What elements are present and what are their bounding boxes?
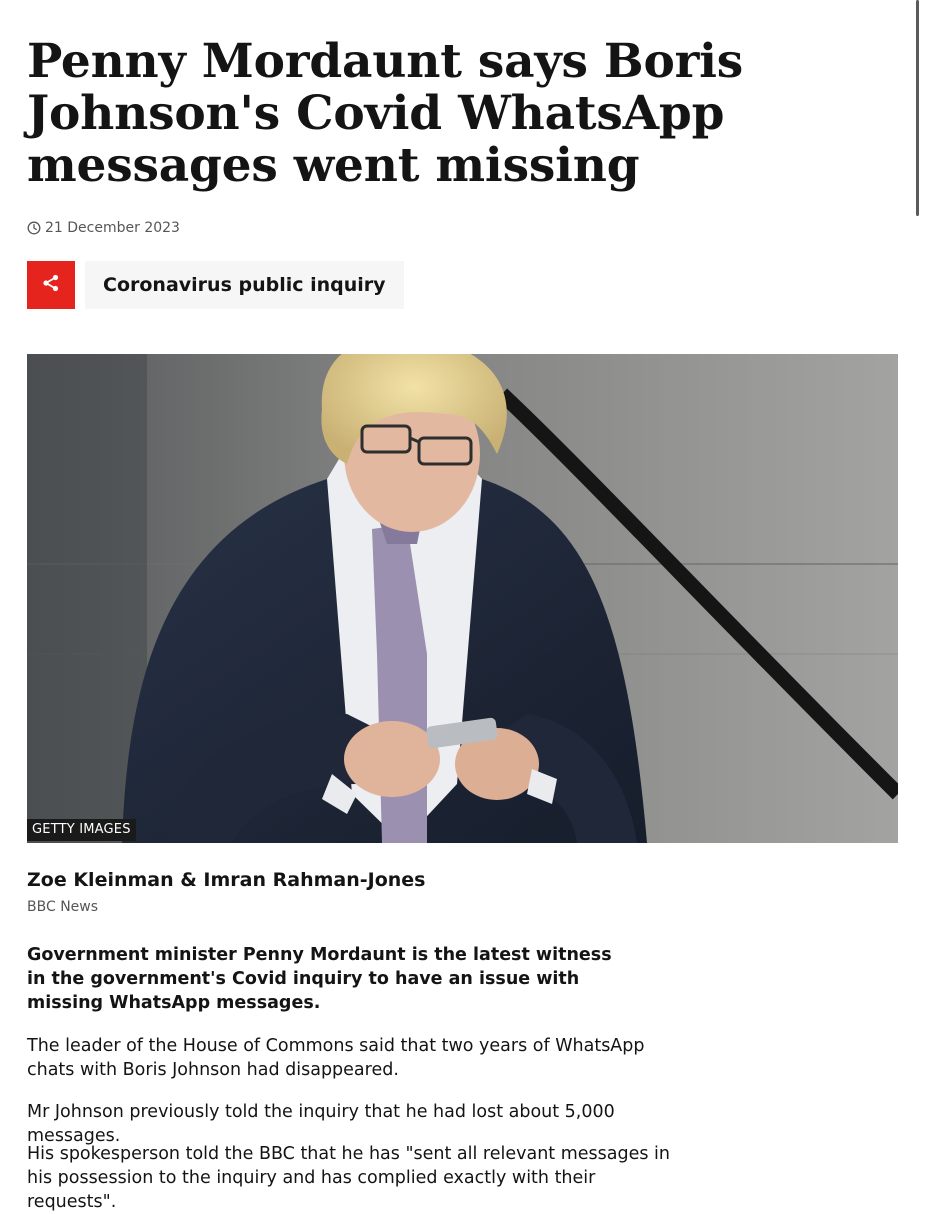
article-paragraph: The leader of the House of Commons said that two years of WhatsApp chats with Boris Johnson had disappeared. — [27, 1036, 645, 1080]
article-date — [27, 220, 180, 236]
topic-tag-link[interactable]: Coronavirus public inquiry — [85, 261, 404, 309]
byline-authors: Zoe Kleinman & Imran Rahman-Jones — [27, 869, 426, 891]
scrollbar-thumb[interactable] — [916, 0, 919, 216]
date-text: 21 December 2023 — [45, 220, 180, 236]
image-credit: GETTY IMAGES — [27, 819, 136, 841]
clock-icon — [27, 221, 41, 235]
share-button[interactable] — [27, 261, 75, 309]
article-paragraph: His spokesperson told the BBC that he has "sent all relevant messages in his possession to the inquiry and has complied exactly with their requests". — [27, 1144, 671, 1212]
article-paragraph: Mr Johnson previously told the inquiry that he had lost about 5,000 messages. — [27, 1102, 615, 1146]
article-intro: Government minister Penny Mordaunt is the latest witness in the government's Covid inquiry to have an issue with missing WhatsApp messages. — [27, 945, 612, 1013]
hero-image — [27, 354, 898, 843]
share-icon — [41, 273, 61, 297]
byline-organization: BBC News — [27, 899, 99, 915]
article-headline: Penny Mordaunt says Boris Johnson's Covid WhatsApp messages went missing — [27, 34, 744, 193]
